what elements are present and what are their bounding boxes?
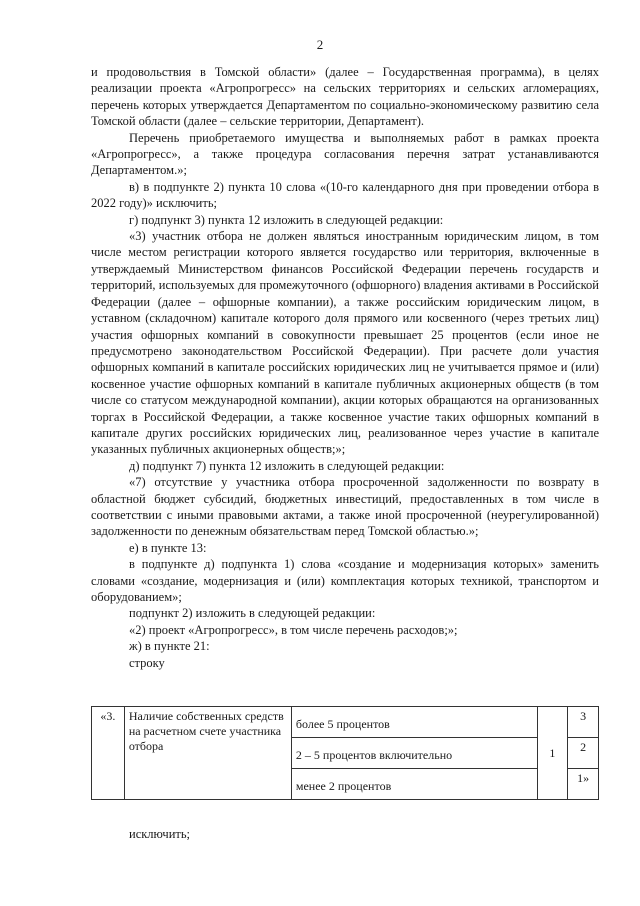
table-row (92, 707, 599, 738)
option-label-cell: 2 – 5 процентов включительно (291, 738, 537, 769)
paragraph: в) в подпункте 2) пункта 10 слова «(10-го календарного дня при проведении отбора в 2022 году)» исключить; (91, 179, 599, 211)
paragraph: Перечень приобретаемого имущества и выполняемых работ в рамках проекта «Агропрогресс», а также процедура согласования перечня затрат устанавливаются Департаментом.»; (91, 130, 599, 178)
option-label-cell: менее 2 процентов (291, 769, 537, 800)
row-number-cell: «3. (92, 707, 125, 800)
closing-text: исключить; (129, 827, 191, 841)
weight-cell: 1 (537, 707, 568, 800)
criteria-table (91, 706, 599, 800)
option-score-cell: 3 (568, 707, 599, 738)
option-score-cell: 1» (568, 769, 599, 800)
paragraph: и продовольствия в Томской области» (далее – Государственная программа), в целях реализации проекта «Агропрогресс» на сельских территориях и сельских агломерациях, перечень которых утверждается Департаментом по социально-экономическому развитию села Томской области (далее – сельские территории, Департамент). (91, 65, 599, 129)
paragraph: д) подпункт 7) пункта 12 изложить в следующей редакции: (129, 458, 445, 473)
page-number: 2 (316, 37, 324, 52)
paragraph: строку (129, 655, 165, 670)
paragraph: «3) участник отбора не должен являться иностранным юридическим лицом, в том числе местом регистрации которого является государство или территория, включенные в утверждаемый Министерством финансов Российской Федерации перечень государств и территорий, используемых для промежуточного (офшорного) владения активами в Российской Федерации (далее – офшорные компании), а также российским юридическим лицом, в уставном (складочном) капитале которого доля прямого или косвенного (через третьих лиц) участия офшорных компаний в совокупности превышает 25 процентов (если иное не предусмотрено законодательством Российской Федерации). При расчете доли участия офшорных компаний в капитале российских юридических лиц не учитывается прямое и (или) косвенное участие офшорных компаний в капитале публичных акционерных обществ (в том числе со статусом международной компании), акции которых обращаются на организованных торгах в Российской Федерации, а также косвенное участие таких офшорных компаний в капитале других российских юридических лиц, реализованное через участие в капитале указанных публичных акционерных обществ;»; (91, 229, 599, 457)
criterion-cell: Наличие собственных средств на расчетном счете участника отбора (124, 707, 291, 800)
paragraph: «2) проект «Агропрогресс», в том числе перечень расходов;»; (129, 622, 458, 637)
paragraph: ж) в пункте 21: (129, 639, 210, 654)
paragraph: подпункт 2) изложить в следующей редакции: (129, 606, 376, 621)
paragraph: г) подпункт 3) пункта 12 изложить в следующей редакции: (129, 212, 444, 227)
paragraph: «7) отсутствие у участника отбора просроченной задолженности по возврату в областной бюджет субсидий, бюджетных инвестиций, предоставленных в том числе в соответствии с иными правовыми актами, а также иной просроченной (неурегулированной) задолженности по денежным обязательствам перед Томской областью.»; (91, 475, 599, 539)
option-label-cell: более 5 процентов (291, 707, 537, 738)
option-score-cell: 2 (568, 738, 599, 769)
paragraph: в подпункте д) подпункта 1) слова «создание и модернизация которых» заменить словами «создание, модернизация и (или) комплектация которых техникой, транспортом и оборудованием»; (91, 557, 599, 604)
paragraph: е) в пункте 13: (129, 540, 207, 555)
document-body (91, 64, 599, 671)
